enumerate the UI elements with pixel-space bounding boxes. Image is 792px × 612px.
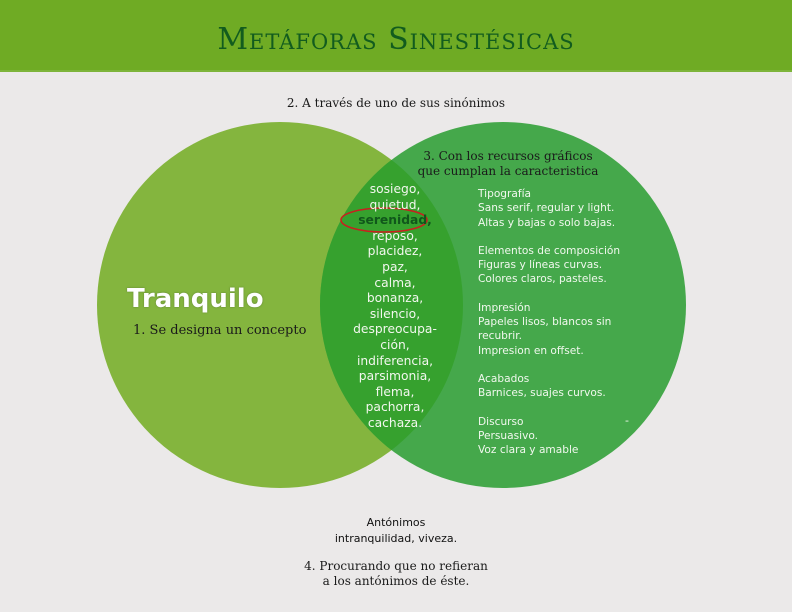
synonym-item: quietud, <box>369 197 421 212</box>
page-title: Metáforas Sinestésicas <box>217 22 575 57</box>
synonym-item: silencio, <box>369 306 421 321</box>
step-3-line-1: 3. Con los recursos gráficos <box>423 149 593 163</box>
step-3-label <box>400 149 616 179</box>
step-4-line-1: 4. Procurando que no refieran <box>304 559 488 573</box>
feature-line: Barnices, suajes curvos. <box>478 387 606 400</box>
synonym-item: flema, <box>375 384 415 399</box>
feature-line: Altas y bajas o solo bajas. <box>478 216 616 229</box>
synonym-item-highlighted: serenidad, <box>358 213 432 228</box>
step-3-line-2: que cumplan la caracteristica <box>417 164 599 178</box>
feature-line: Voz clara y amable <box>478 444 579 457</box>
feature-heading: Tipografía <box>478 188 532 200</box>
feature-heading: Discurso <box>478 415 524 428</box>
step-4-line-2: a los antónimos de éste. <box>322 574 470 588</box>
synonym-item: placidez, <box>367 244 423 259</box>
feature-line: Sans serif, regular y light. <box>478 202 615 215</box>
graphic-features-list <box>478 187 638 471</box>
feature-line: Persuasivo. <box>478 429 539 442</box>
synonym-item: ción, <box>380 337 410 352</box>
antonyms-heading: Antónimos <box>366 516 426 529</box>
synonym-item: calma, <box>374 275 416 290</box>
synonym-item: indiferencia, <box>356 353 434 368</box>
step-4-label <box>0 559 792 589</box>
feature-line: Colores claros, pasteles. <box>478 273 607 286</box>
antonyms-block <box>0 515 792 547</box>
feature-printing <box>478 301 638 358</box>
synonym-item: reposo, <box>372 228 418 243</box>
feature-line: Impresion en offset. <box>478 344 584 357</box>
feature-line: Figuras y líneas curvas. <box>478 259 603 272</box>
synonym-item: paz, <box>382 259 408 274</box>
concept-word: Tranquilo <box>127 284 264 314</box>
feature-line: recubrir. <box>478 330 522 343</box>
antonyms-values: intranquilidad, viveza. <box>334 532 458 545</box>
feature-heading: Elementos de composición <box>478 244 621 257</box>
feature-composition <box>478 244 638 287</box>
feature-line: Papeles lisos, blancos sin <box>478 316 612 329</box>
step-1-label: 1. Se designa un concepto <box>133 323 307 338</box>
synonym-item: pachorra, <box>365 400 425 415</box>
feature-heading: Impresión <box>478 301 531 314</box>
feature-finishes <box>478 372 638 401</box>
synonym-item: despreocupa- <box>353 322 437 337</box>
feature-typography <box>478 187 638 230</box>
stray-dash: - <box>625 414 629 427</box>
feature-discourse <box>478 415 638 458</box>
synonym-item: parsimonia, <box>358 369 432 384</box>
feature-heading: Acabados <box>478 372 530 385</box>
synonym-item: bonanza, <box>366 291 424 306</box>
synonyms-list <box>340 182 450 432</box>
synonym-item: sosiego, <box>369 182 421 196</box>
synonym-item: cachaza. <box>367 415 423 430</box>
step-2-label: 2. A través de uno de sus sinónimos <box>286 96 506 110</box>
